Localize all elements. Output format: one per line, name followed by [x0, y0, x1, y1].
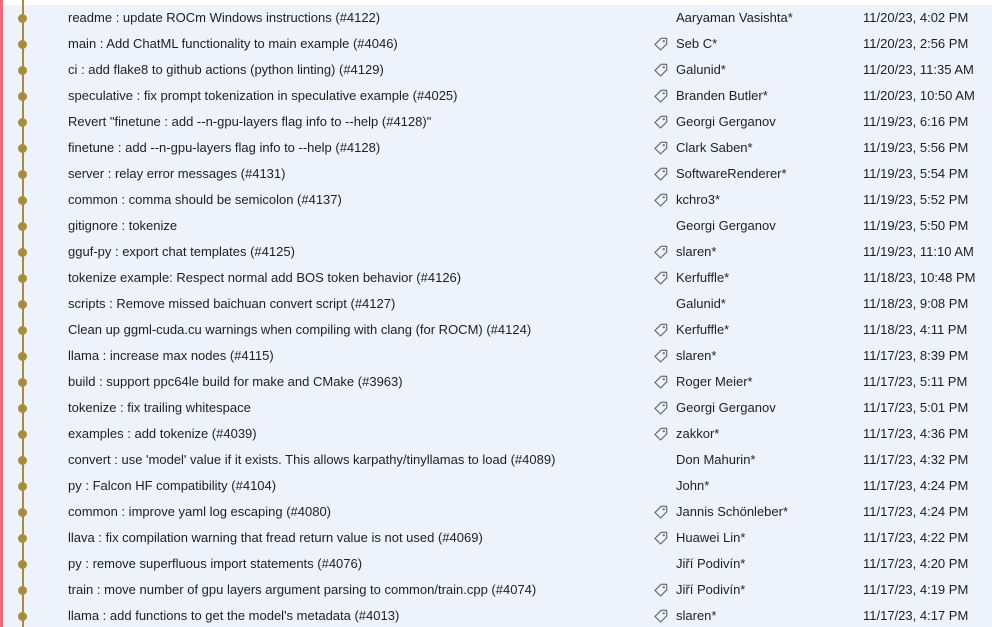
commit-author: Georgi Gerganov: [676, 114, 776, 129]
commit-row[interactable]: [0, 369, 992, 395]
commit-subject: scripts : Remove missed baichuan convert script (#4127): [68, 296, 396, 311]
commit-subject: examples : add tokenize (#4039): [68, 426, 257, 441]
commit-subject: readme : update ROCm Windows instructions (#4122): [68, 10, 381, 25]
tag-icon: [654, 609, 668, 623]
commit-row[interactable]: [0, 31, 992, 57]
commit-date: 11/17/23, 4:22 PM: [863, 530, 969, 545]
commit-node-icon: [18, 326, 27, 335]
commit-row[interactable]: [0, 239, 992, 265]
commit-row[interactable]: [0, 213, 992, 239]
commit-author: slaren*: [676, 608, 717, 623]
commit-subject: common : improve yaml log escaping (#4080): [68, 504, 332, 519]
commit-subject: tokenize example: Respect normal add BOS token behavior (#4126): [68, 270, 462, 285]
commit-node-icon: [18, 170, 27, 179]
tag-icon: [654, 167, 668, 181]
commit-subject: train : move number of gpu layers argument parsing to common/train.cpp (#4074): [68, 582, 537, 597]
commit-author: Jannis Schönleber*: [676, 504, 789, 519]
commit-date: 11/18/23, 4:11 PM: [863, 322, 968, 337]
commit-node-icon: [18, 118, 27, 127]
commit-date: 11/20/23, 11:35 AM: [863, 62, 974, 77]
commit-subject: ci : add flake8 to github actions (python linting) (#4129): [68, 62, 384, 77]
commit-author: Jiří Podivín*: [676, 582, 746, 597]
commit-subject: Clean up ggml-cuda.cu warnings when compiling with clang (for ROCM) (#4124): [68, 322, 532, 337]
commit-node-icon: [18, 222, 27, 231]
tag-icon: [654, 583, 668, 597]
commit-date: 11/17/23, 4:32 PM: [863, 452, 969, 467]
commit-row[interactable]: [0, 395, 992, 421]
commit-node-icon: [18, 196, 27, 205]
commit-author: Galunid*: [676, 296, 726, 311]
commit-date: 11/20/23, 4:02 PM: [863, 10, 969, 25]
commit-author: Huawei Lin*: [676, 530, 746, 545]
tag-icon: [654, 505, 668, 519]
commit-date: 11/19/23, 5:56 PM: [863, 140, 969, 155]
commit-date: 11/17/23, 4:24 PM: [863, 478, 969, 493]
commit-subject: build : support ppc64le build for make and CMake (#3963): [68, 374, 403, 389]
commit-author: Seb C*: [676, 36, 718, 51]
commit-node-icon: [18, 586, 27, 595]
commit-author: Roger Meier*: [676, 374, 753, 389]
commit-subject: server : relay error messages (#4131): [68, 166, 286, 181]
commit-subject: llama : increase max nodes (#4115): [68, 348, 274, 363]
commit-subject: Revert "finetune : add --n-gpu-layers flag info to --help (#4128)": [68, 114, 432, 129]
commit-node-icon: [18, 560, 27, 569]
commit-date: 11/17/23, 4:19 PM: [863, 582, 969, 597]
commit-subject: llava : fix compilation warning that fread return value is not used (#4069): [68, 530, 483, 545]
commit-node-icon: [18, 92, 27, 101]
commit-date: 11/19/23, 11:10 AM: [863, 244, 974, 259]
commit-row[interactable]: [0, 525, 992, 551]
commit-date: 11/19/23, 6:16 PM: [863, 114, 969, 129]
commit-node-icon: [18, 456, 27, 465]
commit-node-icon: [18, 378, 27, 387]
commit-subject: common : comma should be semicolon (#4137): [68, 192, 342, 207]
commit-date: 11/20/23, 2:56 PM: [863, 36, 969, 51]
commit-node-icon: [18, 40, 27, 49]
commit-date: 11/17/23, 4:17 PM: [863, 608, 969, 623]
tag-icon: [654, 401, 668, 415]
commit-subject: py : remove superfluous import statements (#4076): [68, 556, 363, 571]
commit-row[interactable]: [0, 473, 992, 499]
commit-date: 11/17/23, 8:39 PM: [863, 348, 969, 363]
commit-subject: speculative : fix prompt tokenization in speculative example (#4025): [68, 88, 458, 103]
commit-row[interactable]: [0, 109, 992, 135]
commit-row[interactable]: [0, 187, 992, 213]
commit-row[interactable]: [0, 57, 992, 83]
tag-icon: [654, 427, 668, 441]
commit-author: slaren*: [676, 244, 717, 259]
commit-row[interactable]: [0, 317, 992, 343]
commit-author: John*: [676, 478, 710, 493]
commit-node-icon: [18, 534, 27, 543]
tag-icon: [654, 271, 668, 285]
commit-node-icon: [18, 274, 27, 283]
commit-subject: main : Add ChatML functionality to main example (#4046): [68, 36, 398, 51]
tag-icon: [654, 375, 668, 389]
tag-icon: [654, 89, 668, 103]
commit-row[interactable]: [0, 343, 992, 369]
commit-subject: convert : use 'model' value if it exists. This allows karpathy/tinyllamas to load (#4089): [68, 452, 556, 467]
commit-subject: tokenize : fix trailing whitespace: [68, 400, 251, 415]
commit-author: Aaryaman Vasishta*: [676, 10, 793, 25]
commit-author: Kerfuffle*: [676, 322, 730, 337]
tag-icon: [654, 141, 668, 155]
commit-author: Georgi Gerganov: [676, 400, 776, 415]
commit-row[interactable]: [0, 551, 992, 577]
commit-author: Jiří Podivín*: [676, 556, 746, 571]
commit-node-icon: [18, 248, 27, 257]
commit-subject: llama : add functions to get the model's metadata (#4013): [68, 608, 400, 623]
commit-node-icon: [18, 352, 27, 361]
commit-author: SoftwareRenderer*: [676, 166, 787, 181]
commit-author: Clark Saben*: [676, 140, 753, 155]
tag-icon: [654, 531, 668, 545]
commit-row[interactable]: [0, 265, 992, 291]
commit-node-icon: [18, 300, 27, 309]
commit-row[interactable]: [0, 421, 992, 447]
commit-rows: [0, 5, 992, 627]
commit-subject: gguf-py : export chat templates (#4125): [68, 244, 295, 259]
commit-date: 11/18/23, 10:48 PM: [863, 270, 976, 285]
commit-date: 11/19/23, 5:52 PM: [863, 192, 969, 207]
commit-row[interactable]: [0, 83, 992, 109]
tag-icon: [654, 323, 668, 337]
tag-icon: [654, 245, 668, 259]
commit-node-icon: [18, 612, 27, 621]
tag-icon: [654, 115, 668, 129]
tag-icon: [654, 37, 668, 51]
commit-author: Don Mahurin*: [676, 452, 756, 467]
commit-row[interactable]: [0, 5, 992, 31]
commit-node-icon: [18, 66, 27, 75]
commit-node-icon: [18, 404, 27, 413]
commit-row[interactable]: [0, 447, 992, 473]
commit-date: 11/17/23, 4:20 PM: [863, 556, 969, 571]
commit-node-icon: [18, 144, 27, 153]
tag-icon: [654, 63, 668, 77]
commit-author: Kerfuffle*: [676, 270, 730, 285]
commit-date: 11/18/23, 9:08 PM: [863, 296, 969, 311]
commit-date: 11/20/23, 10:50 AM: [863, 88, 975, 103]
commit-date: 11/19/23, 5:50 PM: [863, 218, 969, 233]
commit-row[interactable]: [0, 499, 992, 525]
tag-icon: [654, 193, 668, 207]
commit-subject: py : Falcon HF compatibility (#4104): [68, 478, 277, 493]
commit-author: Galunid*: [676, 62, 726, 77]
commit-date: 11/17/23, 5:11 PM: [863, 374, 968, 389]
commit-date: 11/17/23, 4:24 PM: [863, 504, 969, 519]
commit-row[interactable]: [0, 577, 992, 603]
commit-date: 11/19/23, 5:54 PM: [863, 166, 969, 181]
commit-author: slaren*: [676, 348, 717, 363]
commit-subject: gitignore : tokenize: [68, 218, 178, 233]
commit-node-icon: [18, 482, 27, 491]
commit-date: 11/17/23, 5:01 PM: [863, 400, 969, 415]
commit-subject: finetune : add --n-gpu-layers flag info to --help (#4128): [68, 140, 381, 155]
commit-row[interactable]: [0, 161, 992, 187]
commit-author: kchro3*: [676, 192, 721, 207]
commit-author: zakkor*: [676, 426, 720, 441]
commit-row[interactable]: [0, 135, 992, 161]
commit-row[interactable]: [0, 291, 992, 317]
commit-node-icon: [18, 430, 27, 439]
commit-node-icon: [18, 508, 27, 517]
commit-author: Georgi Gerganov: [676, 218, 776, 233]
commit-node-icon: [18, 14, 27, 23]
commit-row[interactable]: [0, 603, 992, 627]
commit-date: 11/17/23, 4:36 PM: [863, 426, 969, 441]
commit-author: Branden Butler*: [676, 88, 768, 103]
tag-icon: [654, 349, 668, 363]
